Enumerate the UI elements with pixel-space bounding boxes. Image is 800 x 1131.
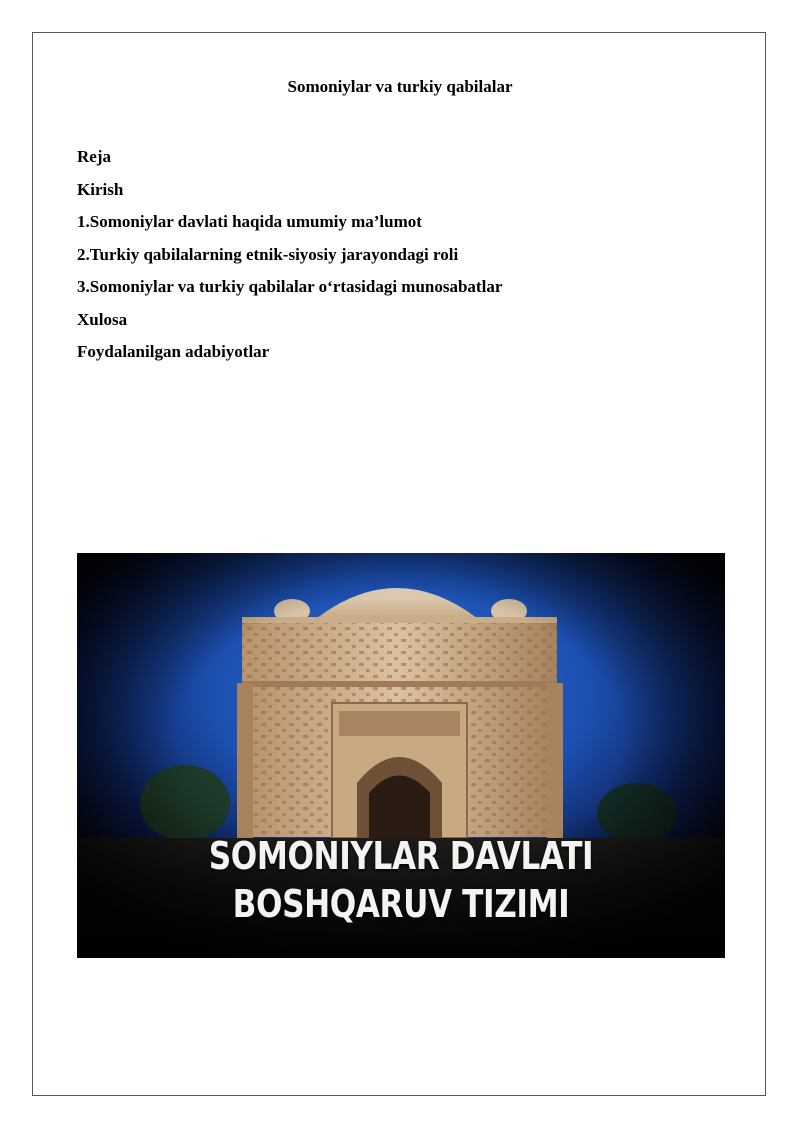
- mausoleum-photo: [77, 553, 725, 958]
- toc-item-section-1: 1.Somoniylar davlati haqida umumiy ma’lumot: [77, 212, 422, 231]
- document-title: Somoniylar va turkiy qabilalar: [287, 77, 513, 96]
- toc-item-references: Foydalanilgan adabiyotlar: [77, 342, 270, 361]
- toc-item-section-3: 3.Somoniylar va turkiy qabilalar o‘rtasidagi munosabatlar: [77, 277, 503, 296]
- photo-caption-line-2: BOSHQARUV TIZIMI: [232, 882, 570, 926]
- table-of-contents: [77, 141, 502, 369]
- toc-item-section-2: 2.Turkiy qabilalarning etnik-siyosiy jarayondagi roli: [77, 244, 459, 264]
- photo-caption-line-1: SOMONIYLAR DAVLATI: [208, 834, 594, 878]
- toc-item-kirish: Kirish: [77, 179, 124, 199]
- toc-item-xulosa: Xulosa: [77, 309, 128, 329]
- toc-item-reja: Reja: [77, 147, 111, 166]
